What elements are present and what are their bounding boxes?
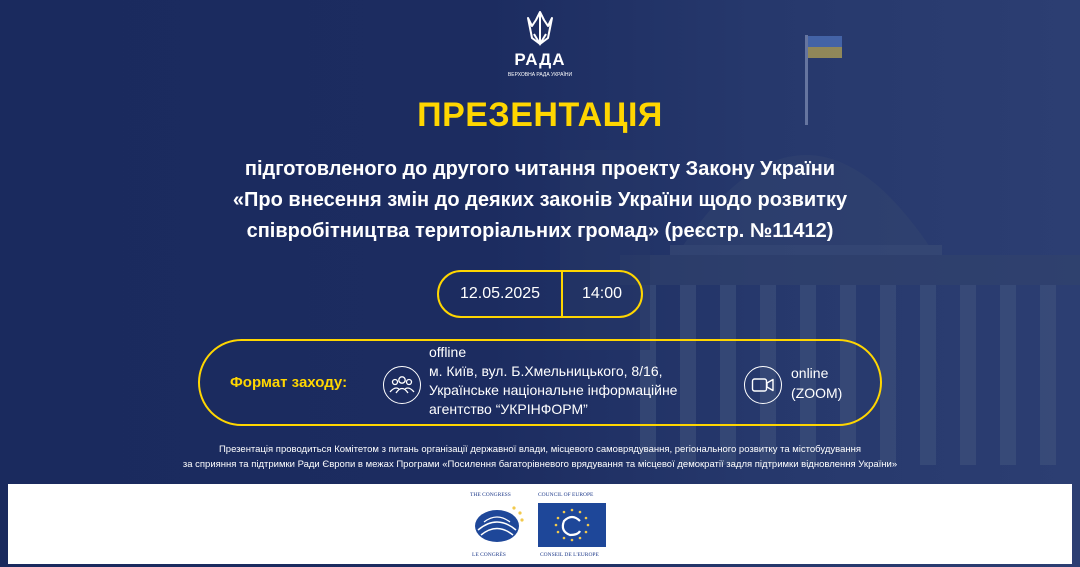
coe-logo-bottom-text: CONSEIL DE L'EUROPE [540, 552, 599, 558]
offline-mode: offline [429, 344, 467, 360]
people-group-icon [383, 366, 421, 404]
coe-logo-top-text: COUNCIL OF EUROPE [538, 492, 594, 498]
offline-address-line-3: агентство “УКРІНФОРМ” [429, 401, 588, 417]
video-camera-icon [744, 366, 782, 404]
event-datetime-pill [437, 270, 643, 318]
subtitle-line-1: підготовленого до другого читання проекту Закону України [244, 158, 836, 180]
footnote-line-1: Презентація проводиться Комітетом з питань організації державної влади, місцевого самоврядування, регіонального розвитку та містобудування [218, 444, 862, 455]
partner-logos-strip [8, 484, 1072, 564]
org-name: РАДА [514, 50, 566, 69]
online-platform: (ZOOM) [791, 385, 843, 401]
footnote-line-2: за сприяння та підтримки Ради Європи в межах Програми «Посилення багаторівневого врядування та місцевої демократії задля підтримки відновлення України» [182, 459, 898, 470]
event-date: 12.05.2025 [459, 285, 541, 302]
offline-address-line-1: м. Київ, вул. Б.Хмельницького, 8/16, [429, 363, 663, 379]
org-subtitle: ВЕРХОВНА РАДА УКРАЇНИ [507, 72, 573, 78]
online-mode: online [791, 365, 829, 381]
subtitle-line-2: «Про внесення змін до деяких законів України щодо розвитку [232, 189, 848, 211]
page-title: ПРЕЗЕНТАЦІЯ [417, 96, 663, 134]
congress-logo-bottom-text: LE CONGRÈS [472, 552, 506, 558]
subtitle [80, 154, 1000, 247]
congress-logo-top-text: THE CONGRESS [470, 492, 511, 498]
subtitle-line-3: співробітництва територіальних громад» (реєстр. №11412) [246, 220, 834, 242]
online-details [791, 363, 871, 403]
offline-address-line-2: Українське національне інформаційне [429, 382, 678, 398]
trident-emblem-icon [518, 8, 562, 52]
council-of-europe-logo [536, 501, 610, 549]
event-format-box [198, 339, 882, 426]
event-time: 14:00 [581, 285, 623, 302]
organizer-footnote [0, 442, 1080, 472]
congress-logo [466, 500, 528, 548]
format-label: Формат заходу: [230, 374, 348, 391]
offline-details [429, 343, 749, 419]
